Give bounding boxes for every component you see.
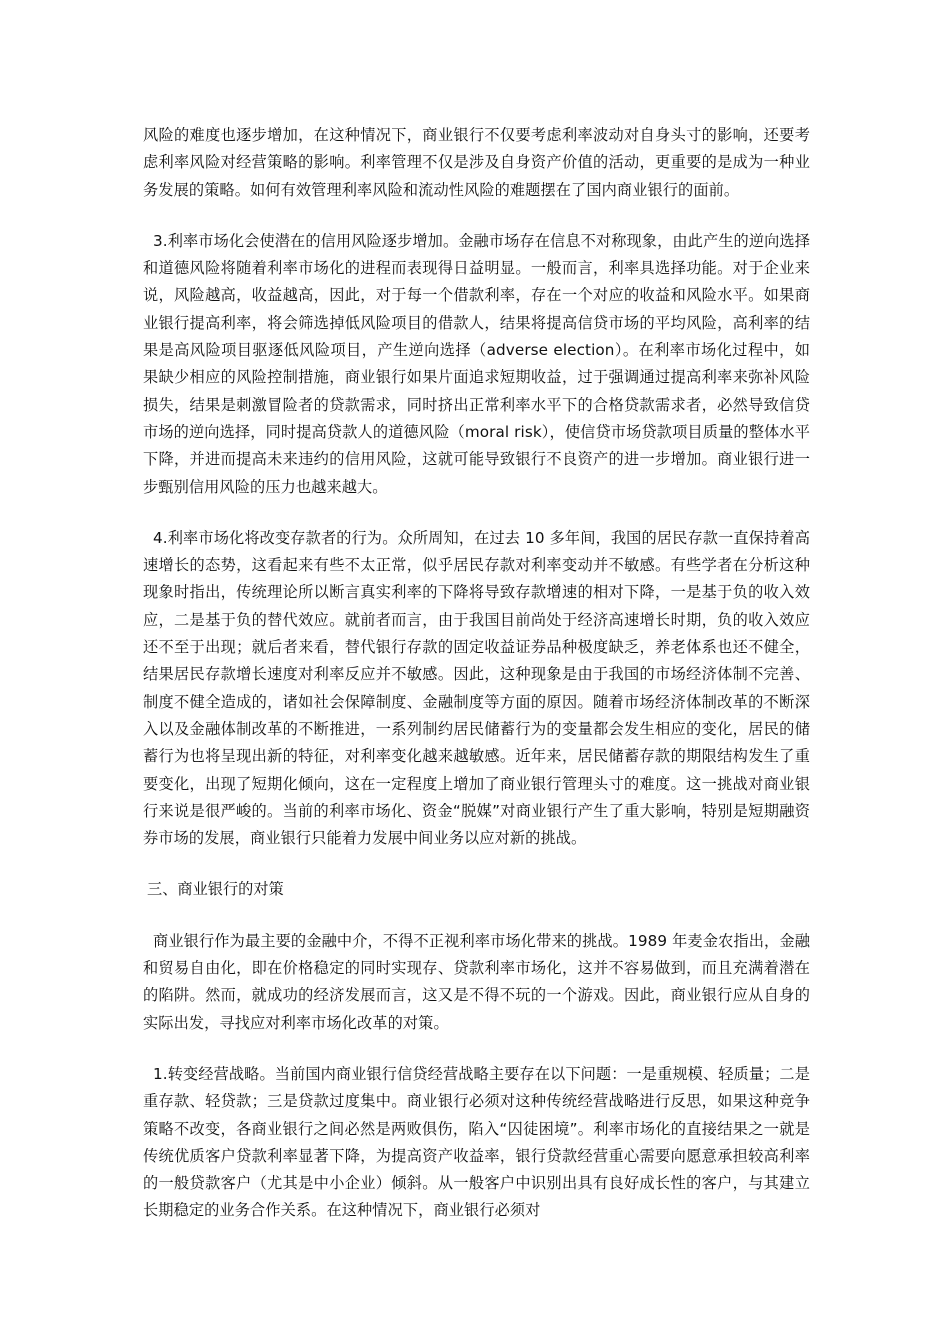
paragraph-bank-challenge: 商业银行作为最主要的金融中介，不得不正视利率市场化带来的挑战。1989 年麦金农指出，金融和贸易自由化，即在价格稳定的同时实现存、贷款利率市场化，这并不容易做到，而且充满着潜在的陷阱。然而，就成功的经济发展而言，这又是不得不玩的一个游戏。因此，商业银行应从自身的实际出发，寻找应对利率市场化改革的对策。 (143, 931, 810, 1032)
document-body (143, 122, 810, 1249)
paragraph-depositor-behavior: 4.利率市场化将改变存款者的行为。众所周知，在过去 10 多年间，我国的居民存款一直保持着高速增长的态势，这看起来有些不太正常，似乎居民存款对利率变动并不敏感。有些学者在分析这种现象时指出，传统理论所以断言真实利率的下降将导致存款增速的相对下降，一是基于负的收入效应，二是基于负的替代效应。就前者而言，由于我国目前尚处于经济高速增长时期，负的收入效应还不至于出现；就后者来看，替代银行存款的固定收益证券品种极度缺乏，养老体系也还不健全，结果居民存款增长速度对利率反应并不敏感。因此，这种现象是由于我国的市场经济体制不完善、制度不健全造成的，诸如社会保障制度、金融制度等方面的原因。随着市场经济体制改革的不断深入以及金融体制改革的不断推进，一系列制约居民储蓄行为的变量都会发生相应的变化，居民的储蓄行为也将呈现出新的特征，对利率变化越来越敏感。近年来，居民储蓄存款的期限结构发生了重要变化，出现了短期化倾向，这在一定程度上增加了商业银行管理头寸的难度。这一挑战对商业银行来说是很严峻的。当前的利率市场化、资金“脱媒”对商业银行产生了重大影响，特别是短期融资券市场的发展，商业银行只能着力发展中间业务以应对新的挑战。 (143, 528, 810, 848)
paragraph-business-strategy: 1.转变经营战略。当前国内商业银行信贷经营战略主要存在以下问题：一是重规模、轻质量；二是重存款、轻贷款；三是贷款过度集中。商业银行必须对这种传统经营战略进行反思，如果这种竞争策略不改变，各商业银行之间必然是两败俱伤，陷入“囚徒困境”。利率市场化的直接结果之一就是传统优质客户贷款利率显著下降，为提高资产收益率，银行贷款经营重心需要向愿意承担较高利率的一般贷款客户（尤其是中小企业）倾斜。从一般客户中识别出具有良好成长性的客户，与其建立长期稳定的业务合作关系。在这种情况下，商业银行必须对 (143, 1064, 810, 1220)
paragraph-credit-risk: 3.利率市场化会使潜在的信用风险逐步增加。金融市场存在信息不对称现象，由此产生的逆向选择和道德风险将随着利率市场化的进程而表现得日益明显。一般而言，利率具选择功能。对于企业来说，风险越高，收益越高，因此，对于每一个借款利率，存在一个对应的收益和风险水平。如果商业银行提高利率，将会筛选掉低风险项目的借款人，结果将提高信贷市场的平均风险，高利率的结果是高风险项目驱逐低风险项目，产生逆向选择（adverse election）。在利率市场化过程中，如果缺少相应的风险控制措施，商业银行如果片面追求短期收益，过于强调通过提高利率来弥补风险损失，结果是刺激冒险者的贷款需求，同时挤出正常利率水平下的合格贷款需求者，必然导致信贷市场的逆向选择，同时提高贷款人的道德风险（moral risk），使信贷市场贷款项目质量的整体水平下降，并进而提高未来违约的信用风险，这就可能导致银行不良资产的进一步增加。商业银行进一步甄别信用风险的压力也越来越大。 (143, 231, 810, 496)
paragraph-risk-difficulty: 风险的难度也逐步增加，在这种情况下，商业银行不仅要考虑利率波动对自身头寸的影响，还要考虑利率风险对经营策略的影响。利率管理不仅是涉及自身资产价值的活动，更重要的是成为一种业务发展的策略。如何有效管理利率风险和流动性风险的难题摆在了国内商业银行的面前。 (143, 126, 810, 199)
section-heading: 三、商业银行的对策 (147, 880, 284, 899)
